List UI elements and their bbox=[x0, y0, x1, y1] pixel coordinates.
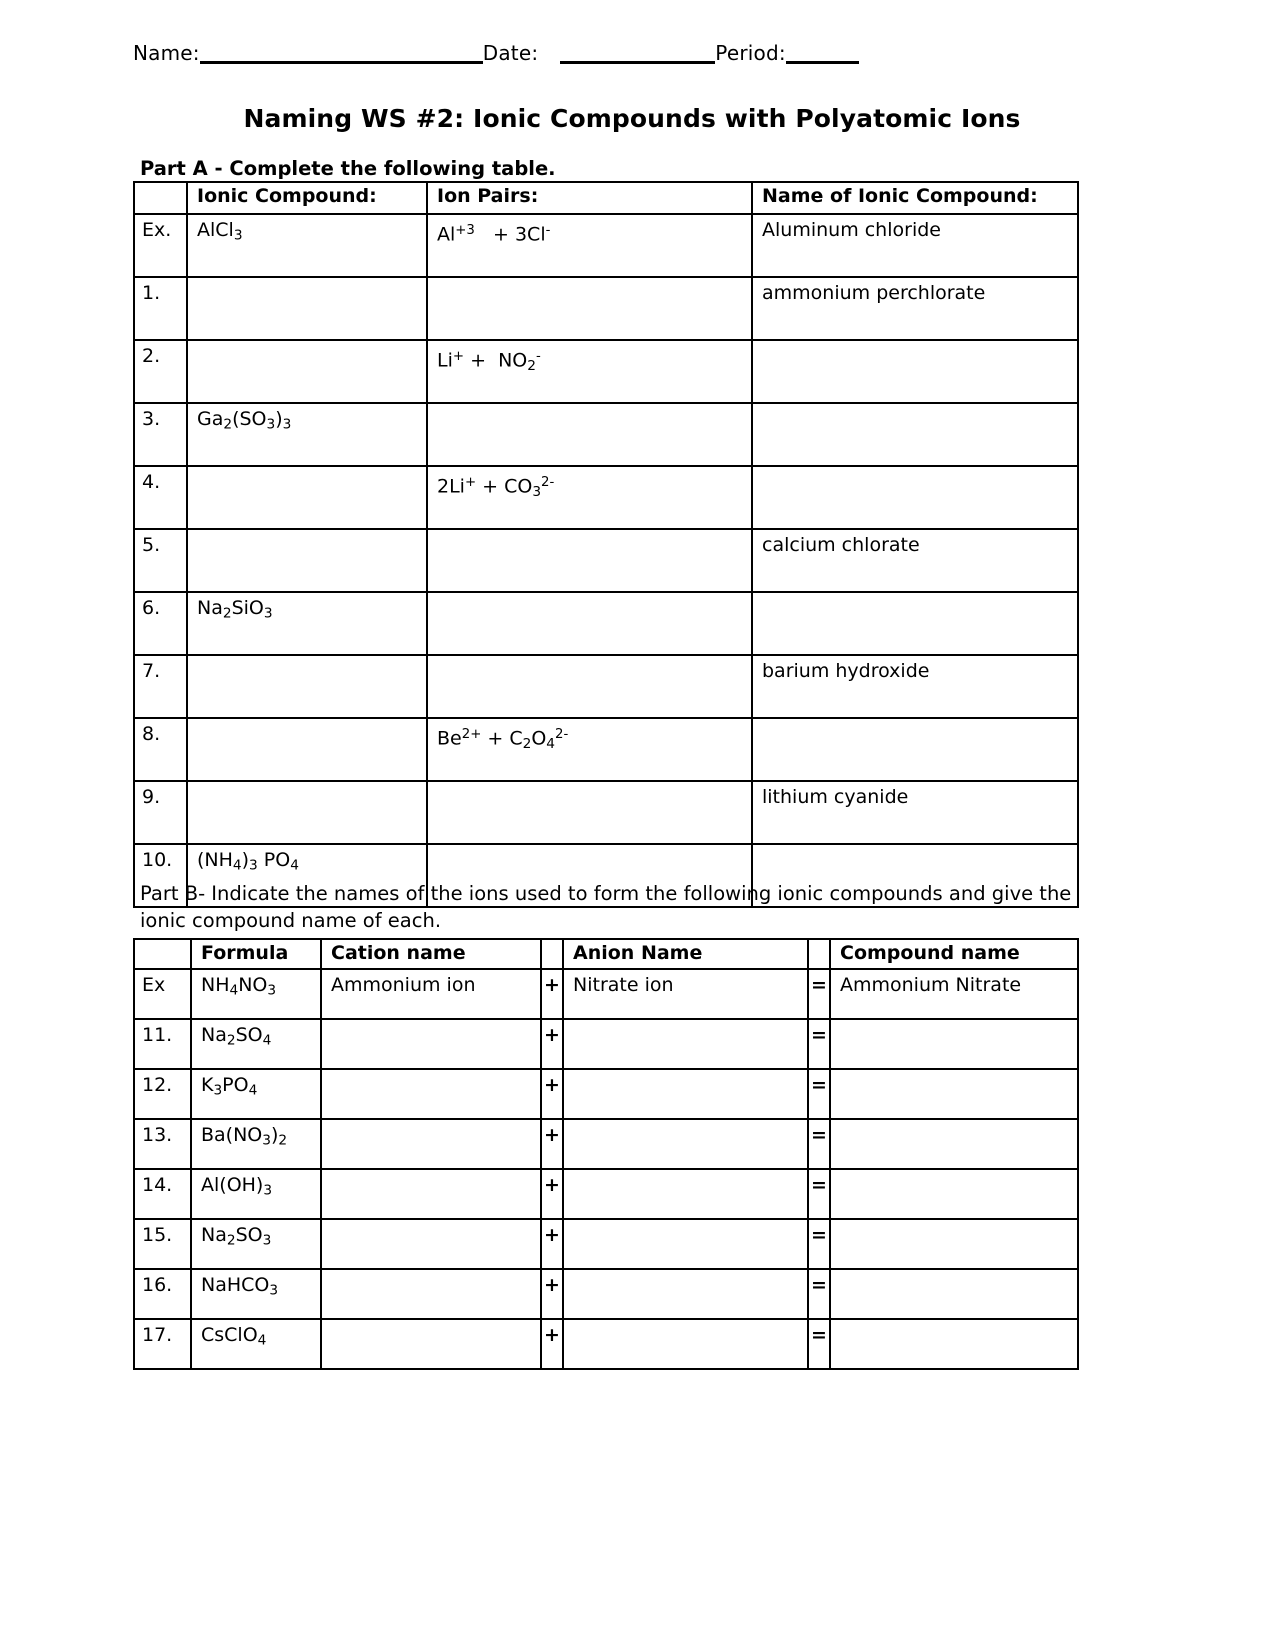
part-a-header-row bbox=[134, 182, 1078, 214]
plus-operator: + bbox=[541, 1269, 563, 1319]
row-index: 6. bbox=[134, 592, 187, 655]
formula-cell: $NH_4NO_3$ bbox=[191, 969, 321, 1019]
anion-name-cell[interactable] bbox=[563, 1119, 808, 1169]
equals-operator: = bbox=[808, 1319, 830, 1369]
period-label: Period: bbox=[715, 41, 786, 65]
part-a-col-name: Name of Ionic Compound: bbox=[752, 182, 1078, 214]
table-row bbox=[134, 403, 1078, 466]
table-row bbox=[134, 214, 1078, 277]
equals-operator: = bbox=[808, 1019, 830, 1069]
row-index: 10. bbox=[134, 844, 187, 907]
table-row bbox=[134, 529, 1078, 592]
formula-cell: $Al(OH)_3$ bbox=[191, 1169, 321, 1219]
row-index: 4. bbox=[134, 466, 187, 529]
ion-pairs-cell[interactable] bbox=[427, 277, 752, 340]
row-index: 8. bbox=[134, 718, 187, 781]
table-row bbox=[134, 1119, 1078, 1169]
part-b-table bbox=[133, 938, 1079, 1370]
ion-pairs-cell[interactable] bbox=[427, 403, 752, 466]
part-a-col-ionpairs: Ion Pairs: bbox=[427, 182, 752, 214]
ionic-compound-cell[interactable] bbox=[187, 466, 427, 529]
period-blank-line[interactable] bbox=[786, 46, 859, 64]
name-blank-line[interactable] bbox=[200, 46, 483, 64]
row-index: 14. bbox=[134, 1169, 191, 1219]
compound-name-cell[interactable]: calcium chlorate bbox=[752, 529, 1078, 592]
anion-name-cell[interactable] bbox=[563, 1219, 808, 1269]
compound-name-cell[interactable] bbox=[830, 1169, 1078, 1219]
cation-name-cell[interactable]: Ammonium ion bbox=[321, 969, 541, 1019]
formula-cell: $Na_2SO_4$ bbox=[191, 1019, 321, 1069]
row-index: 5. bbox=[134, 529, 187, 592]
student-info-header bbox=[133, 42, 1013, 64]
table-row bbox=[134, 1319, 1078, 1369]
compound-name-cell[interactable] bbox=[830, 1319, 1078, 1369]
part-a-col-index bbox=[134, 182, 187, 214]
compound-name-cell[interactable] bbox=[752, 340, 1078, 403]
cation-name-cell[interactable] bbox=[321, 1319, 541, 1369]
part-b-col-cation: Cation name bbox=[321, 939, 541, 969]
plus-operator: + bbox=[541, 969, 563, 1019]
plus-operator: + bbox=[541, 1319, 563, 1369]
anion-name-cell[interactable] bbox=[563, 1169, 808, 1219]
part-b-col-equals bbox=[808, 939, 830, 969]
row-index: 3. bbox=[134, 403, 187, 466]
ion-pairs-cell[interactable]: $Li^+ + NO_2^-$ bbox=[427, 340, 752, 403]
table-row bbox=[134, 781, 1078, 844]
row-index: 1. bbox=[134, 277, 187, 340]
table-row bbox=[134, 1069, 1078, 1119]
ion-pairs-cell[interactable] bbox=[427, 529, 752, 592]
row-index: 16. bbox=[134, 1269, 191, 1319]
compound-name-cell[interactable] bbox=[830, 1269, 1078, 1319]
ionic-compound-cell[interactable] bbox=[187, 655, 427, 718]
row-index: 2. bbox=[134, 340, 187, 403]
ionic-compound-cell[interactable]: $(NH_4)_3$ $PO_4$ bbox=[187, 844, 427, 907]
equals-operator: = bbox=[808, 1269, 830, 1319]
cation-name-cell[interactable] bbox=[321, 1219, 541, 1269]
date-label: Date: bbox=[482, 41, 539, 65]
ionic-compound-cell[interactable]: $Ga_2(SO_3)_3$ bbox=[187, 403, 427, 466]
part-b-col-compound: Compound name bbox=[830, 939, 1078, 969]
ion-pairs-cell[interactable]: $Be^{2+} + C_2O_4^{2-}$ bbox=[427, 718, 752, 781]
compound-name-cell[interactable] bbox=[830, 1019, 1078, 1069]
cation-name-cell[interactable] bbox=[321, 1169, 541, 1219]
anion-name-cell[interactable] bbox=[563, 1269, 808, 1319]
ion-pairs-cell[interactable]: $2Li^+ + CO_3^{2-}$ bbox=[427, 466, 752, 529]
row-index: 13. bbox=[134, 1119, 191, 1169]
part-b-col-anion: Anion Name bbox=[563, 939, 808, 969]
plus-operator: + bbox=[541, 1169, 563, 1219]
row-index: Ex. bbox=[134, 214, 187, 277]
compound-name-cell[interactable] bbox=[830, 1219, 1078, 1269]
table-row bbox=[134, 466, 1078, 529]
ion-pairs-cell[interactable] bbox=[427, 655, 752, 718]
part-b-col-index bbox=[134, 939, 191, 969]
formula-cell: NaHCO$_3$ bbox=[191, 1269, 321, 1319]
compound-name-cell[interactable]: lithium cyanide bbox=[752, 781, 1078, 844]
compound-name-cell[interactable]: Ammonium Nitrate bbox=[830, 969, 1078, 1019]
ion-pairs-cell[interactable]: $Al^{+3} + 3Cl^-$ bbox=[427, 214, 752, 277]
anion-name-cell[interactable] bbox=[563, 1319, 808, 1369]
ionic-compound-cell[interactable] bbox=[187, 340, 427, 403]
formula-cell: $Na_2SO_3$ bbox=[191, 1219, 321, 1269]
plus-operator: + bbox=[541, 1119, 563, 1169]
row-index: 11. bbox=[134, 1019, 191, 1069]
part-b-col-formula: Formula bbox=[191, 939, 321, 969]
anion-name-cell[interactable]: Nitrate ion bbox=[563, 969, 808, 1019]
part-b-header-row bbox=[134, 939, 1078, 969]
ion-pairs-cell[interactable] bbox=[427, 781, 752, 844]
row-index: Ex bbox=[134, 969, 191, 1019]
compound-name-cell[interactable] bbox=[752, 466, 1078, 529]
cation-name-cell[interactable] bbox=[321, 1019, 541, 1069]
formula-cell: $Ba(NO_3)_2$ bbox=[191, 1119, 321, 1169]
part-b-instructions: Part B- Indicate the names of the ions used to form the following ionic compounds and give the ionic compound name of each. bbox=[140, 882, 1072, 932]
page-title: Naming WS #2: Ionic Compounds with Polyatomic Ions bbox=[243, 104, 1021, 133]
compound-name-cell[interactable]: barium hydroxide bbox=[752, 655, 1078, 718]
table-row bbox=[134, 1019, 1078, 1069]
name-label: Name: bbox=[133, 41, 200, 65]
ionic-compound-cell[interactable] bbox=[187, 277, 427, 340]
compound-name-cell[interactable]: Aluminum chloride bbox=[752, 214, 1078, 277]
part-b-body bbox=[134, 969, 1078, 1369]
cation-name-cell[interactable] bbox=[321, 1069, 541, 1119]
ionic-compound-cell[interactable] bbox=[187, 529, 427, 592]
table-row bbox=[134, 1169, 1078, 1219]
ionic-compound-cell[interactable] bbox=[187, 718, 427, 781]
compound-name-cell[interactable] bbox=[830, 1119, 1078, 1169]
compound-name-cell[interactable] bbox=[752, 718, 1078, 781]
formula-cell: CsClO$_4$ bbox=[191, 1319, 321, 1369]
table-row bbox=[134, 1219, 1078, 1269]
part-a-instructions: Part A - Complete the following table. bbox=[140, 157, 556, 180]
plus-operator: + bbox=[541, 1069, 563, 1119]
row-index: 15. bbox=[134, 1219, 191, 1269]
table-row bbox=[134, 1269, 1078, 1319]
ionic-compound-cell[interactable]: AlCl$_3$ bbox=[187, 214, 427, 277]
table-row bbox=[134, 718, 1078, 781]
ionic-compound-cell[interactable] bbox=[187, 781, 427, 844]
table-row bbox=[134, 655, 1078, 718]
date-blank-line[interactable] bbox=[560, 46, 715, 64]
cation-name-cell[interactable] bbox=[321, 1269, 541, 1319]
equals-operator: = bbox=[808, 969, 830, 1019]
part-a-table bbox=[133, 181, 1079, 908]
formula-cell: $K_3PO_4$ bbox=[191, 1069, 321, 1119]
row-index: 12. bbox=[134, 1069, 191, 1119]
row-index: 9. bbox=[134, 781, 187, 844]
compound-name-cell[interactable]: ammonium perchlorate bbox=[752, 277, 1078, 340]
row-index: 7. bbox=[134, 655, 187, 718]
table-row bbox=[134, 969, 1078, 1019]
table-row bbox=[134, 340, 1078, 403]
part-a-body bbox=[134, 214, 1078, 907]
anion-name-cell[interactable] bbox=[563, 1069, 808, 1119]
equals-operator: = bbox=[808, 1119, 830, 1169]
part-b-col-plus bbox=[541, 939, 563, 969]
ion-pairs-cell[interactable] bbox=[427, 592, 752, 655]
table-row bbox=[134, 592, 1078, 655]
compound-name-cell[interactable] bbox=[752, 403, 1078, 466]
anion-name-cell[interactable] bbox=[563, 1019, 808, 1069]
plus-operator: + bbox=[541, 1019, 563, 1069]
compound-name-cell[interactable] bbox=[752, 592, 1078, 655]
equals-operator: = bbox=[808, 1169, 830, 1219]
part-a-col-formula: Ionic Compound: bbox=[187, 182, 427, 214]
table-row bbox=[134, 277, 1078, 340]
row-index: 17. bbox=[134, 1319, 191, 1369]
equals-operator: = bbox=[808, 1219, 830, 1269]
compound-name-cell[interactable] bbox=[830, 1069, 1078, 1119]
plus-operator: + bbox=[541, 1219, 563, 1269]
cation-name-cell[interactable] bbox=[321, 1119, 541, 1169]
equals-operator: = bbox=[808, 1069, 830, 1119]
ionic-compound-cell[interactable]: $Na_2SiO_3$ bbox=[187, 592, 427, 655]
